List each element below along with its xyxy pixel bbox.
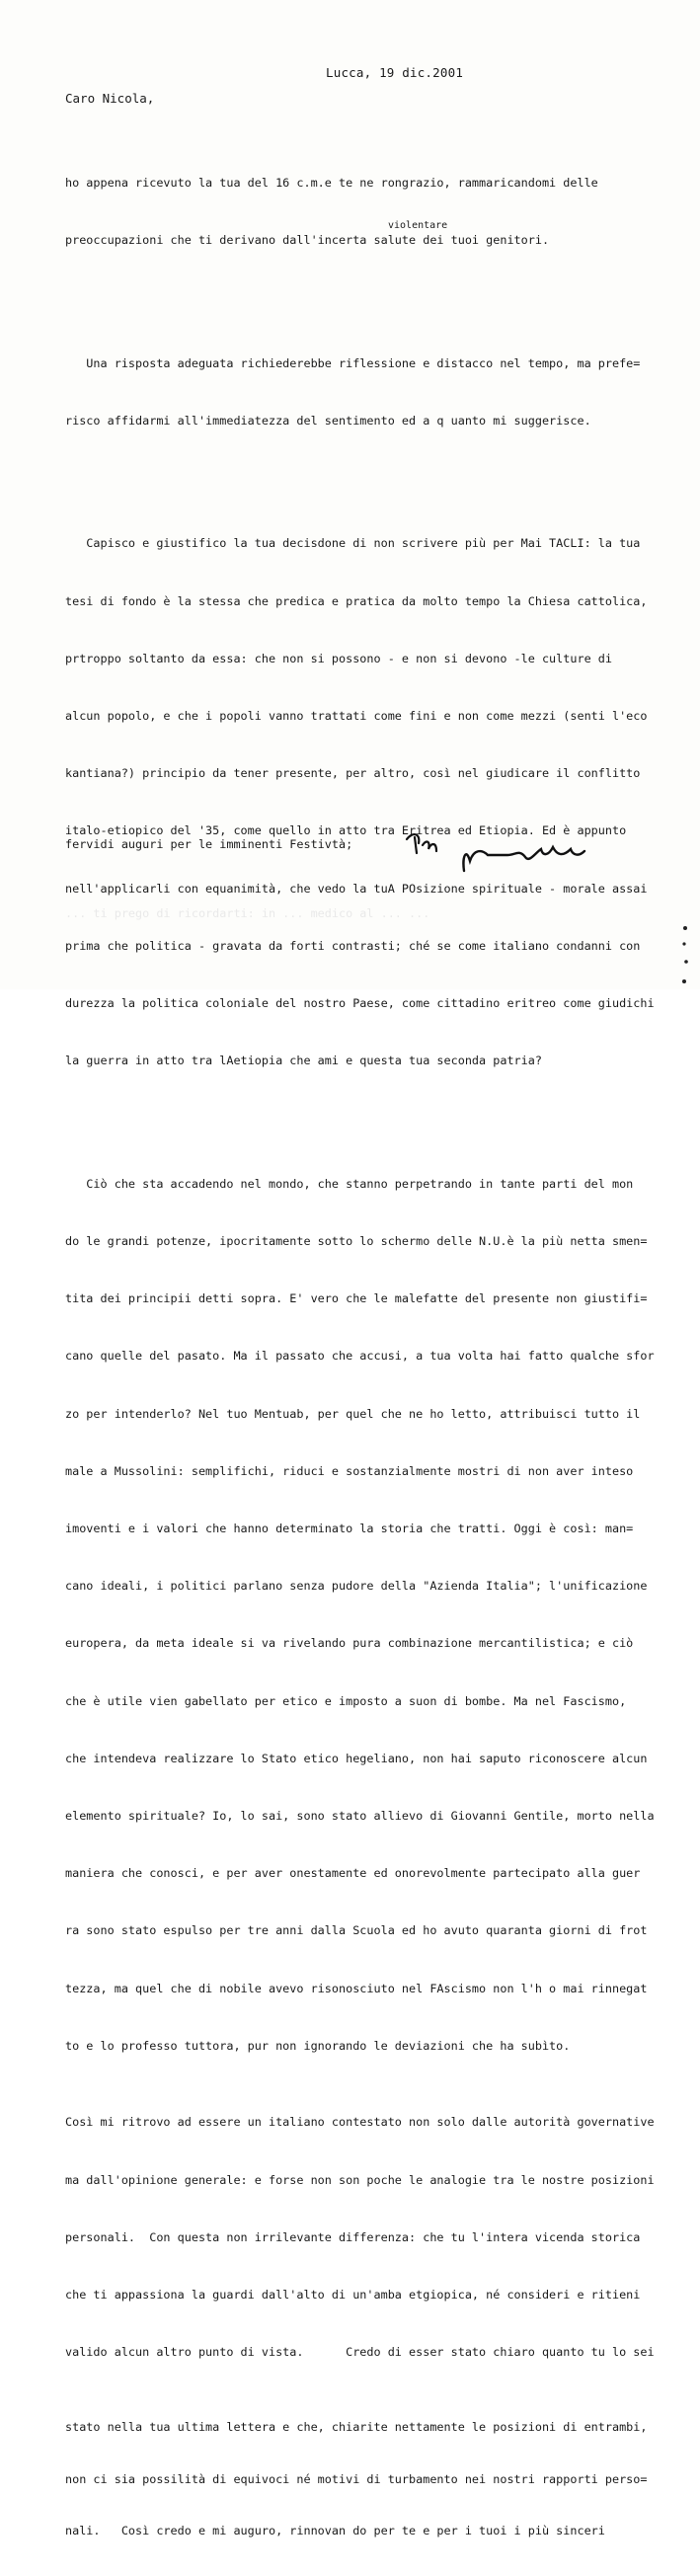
edge-scan-mark [679, 924, 691, 989]
text-line: durezza la politica coloniale del nostro Paese, come cittadino eritreo come giudichi [65, 996, 655, 1011]
text-line: nell'applicarli con equanimità, che vedo la tuA POsizione spirituale - morale assai [65, 881, 648, 896]
text-line: nali. Così credo e mi auguro, rinnovan do per te e per i tuoi i più sinceri [65, 2524, 605, 2538]
letter-date: Lucca, 19 dic.2001 [326, 65, 464, 80]
text-line: do le grandi potenze, ipocritamente sotto lo schermo delle N.U.è la più netta smen= [65, 1233, 648, 1248]
text-line: tita dei principii detti sopra. E' vero che le malefatte del presente non giustifi= [65, 1291, 648, 1306]
text-line: la guerra in atto tra lAetiopia che ami e questa tua seconda patria? [65, 1054, 542, 1068]
text-line: che è utile vien gabellato per etico e imposto a suon di bombe. Ma nel Fascismo, [65, 1693, 627, 1708]
handwritten-signature [405, 827, 602, 887]
text-line: preoccupazioni che ti derivano dall'incerta salute dei tuoi genitori. [65, 233, 550, 248]
text-line: maniera che conosci, e per aver onestamente ed onorevolmente partecipato alla guer [65, 1866, 641, 1881]
faded-footer-text: ... ti prego di ricordarti: in ... medico al ... ... [65, 906, 430, 920]
text-line: valido alcun altro punto di vista. Credo di esser stato chiaro quanto tu lo sei [65, 2345, 655, 2360]
text-line: tesi di fondo è la stessa che predica e pratica da molto tempo la Chiesa cattolica, [65, 593, 648, 608]
text-line: to e lo professo tuttora, pur non ignorando le deviazioni che ha subìto. [65, 2038, 571, 2053]
text-line: non ci sia possilità di equivoci né motivi di turbamento nei nostri rapporti perso= [65, 2471, 648, 2486]
text-line: cano ideali, i politici parlano senza pudore della "Azienda Italia"; l'unificazione [65, 1579, 648, 1594]
text-line: ho appena ricevuto la tua del 16 c.m.e te ne rongrazio, rammaricandomi delle [65, 176, 598, 191]
text-line: Ciò che sta accadendo nel mondo, che stanno perpetrando in tante parti del mon [65, 1176, 634, 1191]
text-line: stato nella tua ultima lettera e che, chiarite nettamente le posizioni di entrambi, [65, 2419, 648, 2434]
text-line: kantiana?) principio da tener presente, per altro, così nel giudicare il conflitto [65, 766, 641, 781]
text-line: male a Mussolini: semplifichi, riduci e sostanzialmente mostri di non aver inteso [65, 1463, 634, 1478]
closing-line: fervidi auguri per le imminenti Festivtà; [65, 837, 353, 851]
text-line: cano quelle del pasato. Ma il passato che accusi, a tua volta hai fatto qualche sfor [65, 1349, 655, 1364]
handwritten-insert: violentare [388, 220, 448, 231]
text-line: alcun popolo, e che i popoli vanno trattati come fini e non come mezzi (senti l'eco [65, 709, 648, 724]
text-line: zo per intenderlo? Nel tuo Mentuab, per quel che ne ho letto, attribuisci tutto il [65, 1406, 641, 1421]
text-line: Una risposta adeguata richiederebbe riflessione e distacco nel tempo, ma prefe= [65, 355, 641, 370]
text-line: che ti appassiona la guardi dall'alto di un'amba etgiopica, né consideri e ritieni [65, 2287, 641, 2302]
text-line: Capisco e giustifico la tua decisdone di non scrivere più per Mai TACLI: la tua [65, 536, 641, 551]
letter-body [65, 117, 697, 2576]
salutation: Caro Nicola, [65, 91, 155, 106]
text-line: ra sono stato espulso per tre anni dalla Scuola ed ho avuto quaranta giorni di frot [65, 1923, 648, 1938]
text-line: elemento spirituale? Io, lo sai, sono stato allievo di Giovanni Gentile, morto nella [65, 1808, 655, 1823]
text-line: europera, da meta ideale si va rivelando pura combinazione mercantilistica; e ciò [65, 1636, 634, 1651]
text-line: italo-etiopico del '35, come quello in atto tra Eritrea ed Etiopia. Ed è appunto [65, 823, 627, 838]
text-line: ma dall'opinione generale: e forse non son poche le analogie tra le nostre posizioni [65, 2172, 655, 2187]
text-line: prima che politica - gravata da forti contrasti; ché se come italiano condanni con [65, 938, 641, 953]
text-line: tezza, ma quel che di nobile avevo risonosciuto nel FAscismo non l'h o mai rinnegat [65, 1981, 648, 1995]
text-line: personali. Con questa non irrilevante differenza: che tu l'intera vicenda storica [65, 2229, 641, 2244]
text-line: prtroppo soltanto da essa: che non si possono - e non si devono -le culture di [65, 651, 612, 665]
text-line: risco affidarmi all'immediatezza del sentimento ed a q uanto mi suggerisce. [65, 414, 591, 429]
text-line: Così mi ritrovo ad essere un italiano contestato non solo dalle autorità governative [65, 2115, 655, 2130]
text-line: che intendeva realizzare lo Stato etico hegeliano, non hai saputo riconoscere alcun [65, 1751, 648, 1765]
text-line: imoventi e i valori che hanno determinato la storia che tratti. Oggi è così: man= [65, 1521, 634, 1535]
